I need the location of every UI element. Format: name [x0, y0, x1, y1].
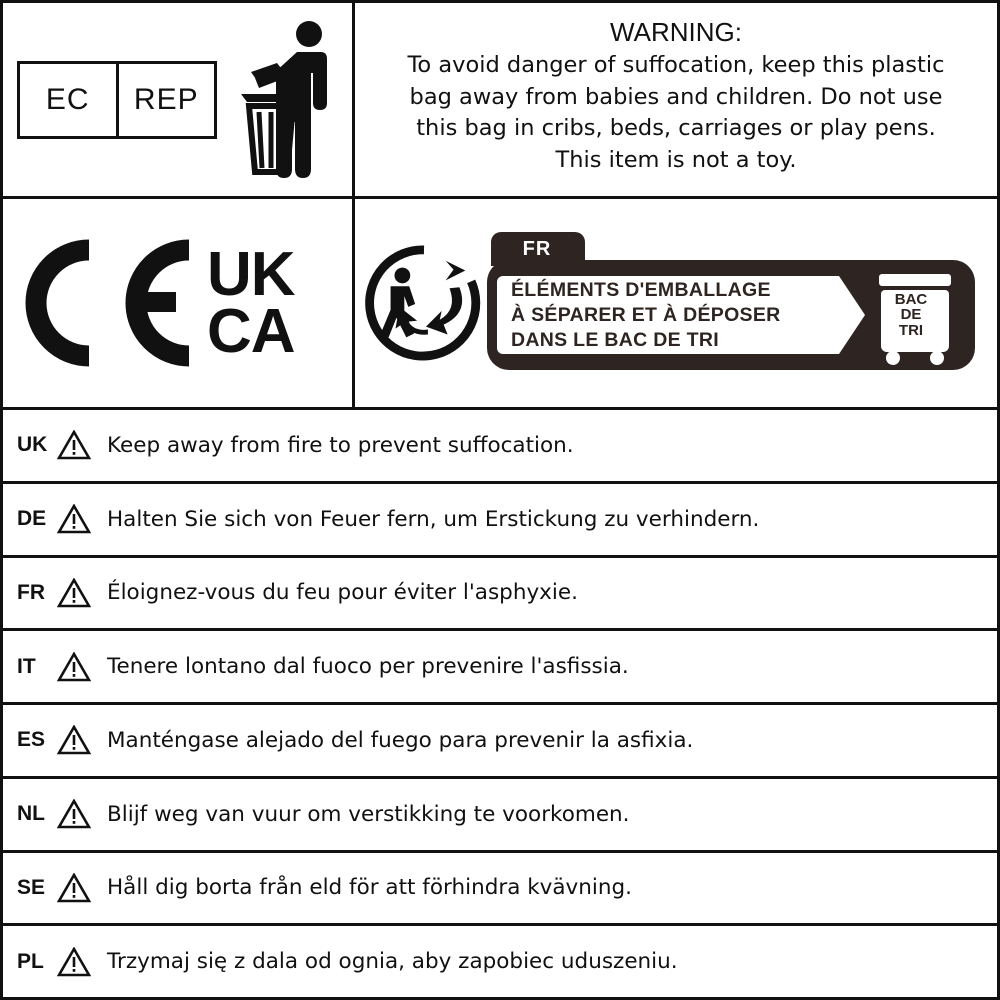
- fr-banner-line-1: ÉLÉMENTS D'EMBALLAGE: [511, 279, 771, 301]
- ukca-line-2: CA: [207, 297, 295, 366]
- warning-line-3: this bag in cribs, beds, carriages or play pens.: [416, 115, 936, 142]
- warning-triangle-icon: [57, 947, 91, 977]
- fr-country-tag: FR: [522, 237, 552, 260]
- language-warning-text: Keep away from fire to prevent suffocation.: [107, 432, 574, 458]
- language-code: DE: [17, 507, 47, 531]
- ec-rep-right-text: REP: [133, 82, 199, 116]
- language-code: SE: [17, 875, 46, 899]
- top-row: [3, 3, 997, 199]
- warning-triangle-icon: [57, 725, 91, 755]
- language-code: UK: [17, 433, 48, 457]
- marks-row: [3, 199, 997, 410]
- warning-title: WARNING:: [610, 16, 742, 47]
- list-item: [3, 410, 997, 484]
- language-warning-list: [3, 410, 997, 997]
- warning-triangle-icon: [57, 873, 91, 903]
- warning-triangle-icon: [57, 504, 91, 534]
- warning-line-1: To avoid danger of suffocation, keep this plastic: [407, 51, 945, 78]
- conformity-marks-cell: [3, 199, 355, 407]
- language-code: ES: [17, 728, 46, 752]
- bin-label-line-1: BAC: [894, 291, 928, 308]
- language-code: FR: [17, 580, 45, 604]
- language-warning-text: Blijf weg van vuur om verstikking te voorkomen.: [107, 801, 630, 827]
- warning-triangle-icon: [57, 578, 91, 608]
- triman-icon: [365, 244, 483, 362]
- list-item: [3, 779, 997, 853]
- ec-rep-cell: [3, 3, 355, 196]
- triman-cell: [355, 199, 997, 407]
- language-warning-text: Trzymaj się z dala od ognia, aby zapobiec uduszeniu.: [107, 949, 678, 975]
- bin-label-line-2: DE: [900, 306, 922, 324]
- warning-cell: [355, 3, 997, 196]
- language-code: NL: [17, 802, 45, 826]
- language-code: PL: [17, 949, 44, 973]
- list-item: [3, 853, 997, 927]
- language-warning-text: Halten Sie sich von Feuer fern, um Erstickung zu verhindern.: [107, 506, 760, 532]
- warning-triangle-icon: [57, 799, 91, 829]
- language-code: IT: [17, 654, 36, 678]
- ec-rep-symbol: [17, 61, 217, 139]
- ec-rep-left-text: EC: [20, 64, 119, 136]
- list-item: [3, 926, 997, 997]
- fr-banner-line-2: À SÉPARER ET À DÉPOSER: [511, 303, 781, 326]
- language-warning-text: Manténgase alejado del fuego para prevenir la asfixia.: [107, 727, 694, 753]
- list-item: [3, 705, 997, 779]
- ce-mark-icon: [11, 228, 201, 378]
- warning-line-2: bag away from babies and children. Do not use: [409, 83, 943, 110]
- warning-triangle-icon: [57, 430, 91, 460]
- list-item: [3, 631, 997, 705]
- warning-triangle-icon: [57, 652, 91, 682]
- fr-sorting-banner: [487, 230, 977, 376]
- fr-banner-line-3: DANS LE BAC DE TRI: [511, 328, 719, 351]
- ukca-mark: [207, 239, 295, 366]
- list-item: [3, 484, 997, 558]
- language-warning-text: Éloignez-vous du feu pour éviter l'asphyxie.: [107, 580, 578, 606]
- ukca-line-1: UK: [207, 239, 295, 309]
- tidyman-icon: [235, 20, 333, 180]
- language-warning-text: Håll dig borta från eld för att förhindra kvävning.: [107, 875, 632, 901]
- bin-label-line-3: TRI: [898, 321, 924, 339]
- language-warning-text: Tenere lontano dal fuoco per prevenire l'asfissia.: [107, 654, 629, 680]
- warning-line-4: This item is not a toy.: [555, 147, 797, 174]
- list-item: [3, 558, 997, 632]
